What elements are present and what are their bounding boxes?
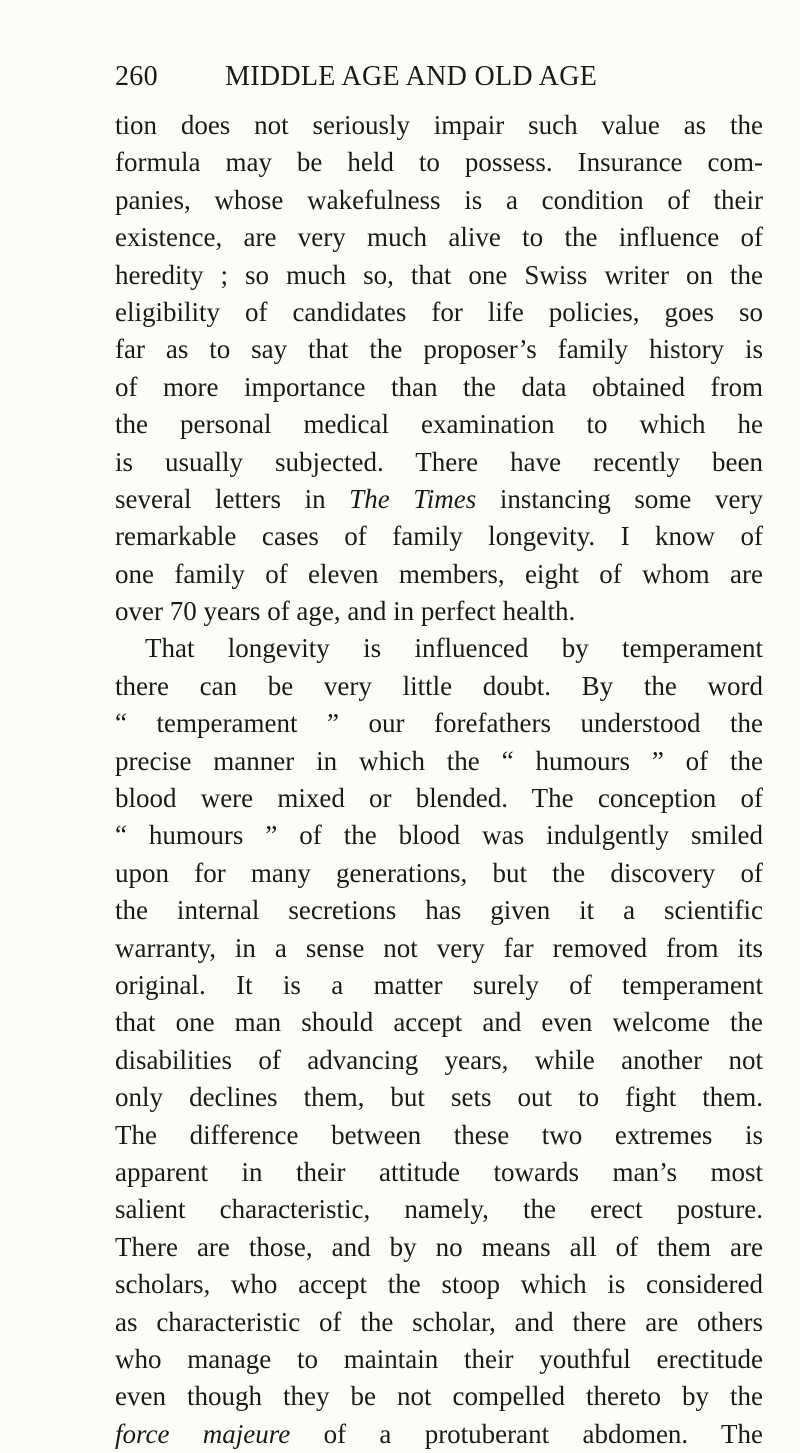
text-run: only declines them, but sets out to fight them. (115, 1082, 763, 1113)
text-line (115, 630, 763, 667)
text-run: the personal medical examination to which he (115, 409, 763, 440)
italic-text-run: The Times (349, 483, 477, 514)
text-run: there can be very little doubt. By the word (115, 670, 763, 701)
text-run: disabilities of advancing years, while another not (115, 1044, 763, 1075)
text-run: original. It is a matter surely of temperament (115, 969, 763, 1000)
text-run: There are those, and by no means all of them are (115, 1231, 763, 1262)
text-run: remarkable cases of family longevity. I know of (115, 521, 763, 552)
text-line (115, 892, 763, 929)
text-run: salient characteristic, namely, the erect posture. (115, 1194, 763, 1225)
text-line (115, 743, 763, 780)
text-line (115, 406, 763, 443)
text-run: The difference between these two extremes is (115, 1119, 763, 1150)
text-line (115, 1079, 763, 1116)
text-line (115, 1341, 763, 1378)
text-line (115, 331, 763, 368)
text-line (115, 1191, 763, 1228)
text-line (115, 219, 763, 256)
text-run: eligibility of candidates for life policies, goes so (115, 296, 763, 327)
text-line (115, 1266, 763, 1303)
text-line (115, 1004, 763, 1041)
text-run: over 70 years of age, and in perfect health. (115, 596, 576, 627)
text-line (115, 444, 763, 481)
text-line (115, 518, 763, 555)
running-title: MIDDLE AGE AND OLD AGE (225, 61, 598, 92)
text-run: tion does not seriously impair such value as the (115, 110, 763, 140)
text-run: that one man should accept and even welcome the (115, 1007, 763, 1038)
text-run: even though they be not compelled thereto by the (115, 1381, 763, 1412)
text-line (115, 1378, 763, 1415)
text-run: panies, whose wakefulness is a condition of their (115, 184, 763, 215)
text-line (115, 481, 763, 518)
text-run: formula may be held to possess. Insurance com- (115, 147, 763, 178)
text-run: existence, are very much alive to the influence of (115, 222, 763, 253)
text-line (115, 257, 763, 294)
text-line (115, 1416, 763, 1453)
text-run: of a protuberant abdomen. The (290, 1418, 763, 1449)
text-run: “ humours ” of the blood was indulgently smiled (115, 820, 763, 851)
text-run: is usually subjected. There have recently been (115, 446, 763, 477)
text-line (115, 668, 763, 705)
text-run: upon for many generations, but the discovery of (115, 857, 763, 888)
text-run: “ temperament ” our forefathers understood the (115, 708, 763, 739)
text-line (115, 369, 763, 406)
text-line (115, 144, 763, 181)
text-run: apparent in their attitude towards man’s most (115, 1156, 763, 1187)
text-line (115, 1229, 763, 1266)
text-run: warranty, in a sense not very far removed from its (115, 932, 763, 963)
text-run: the internal secretions has given it a scientific (115, 895, 763, 926)
text-run: That longevity is influenced by temperament (145, 633, 763, 664)
body-text (115, 107, 763, 1453)
text-run: instancing some very (476, 483, 763, 514)
text-line (115, 1117, 763, 1154)
text-run: far as to say that the proposer’s family history is (115, 334, 763, 365)
text-line (115, 780, 763, 817)
text-line (115, 1042, 763, 1079)
text-run: heredity ; so much so, that one Swiss writer on the (115, 259, 763, 290)
text-line (115, 1304, 763, 1341)
text-run: of more importance than the data obtained from (115, 371, 763, 402)
text-line (115, 182, 763, 219)
page-number: 260 (115, 61, 158, 92)
text-run: several letters in (115, 483, 350, 514)
text-run: scholars, who accept the stoop which is considered (115, 1269, 763, 1300)
text-line (115, 107, 763, 144)
text-line (115, 294, 763, 331)
text-line (115, 930, 763, 967)
text-line (115, 556, 763, 593)
text-line (115, 855, 763, 892)
text-line (115, 1154, 763, 1191)
text-line (115, 593, 763, 630)
running-head (115, 58, 701, 96)
text-run: precise manner in which the “ humours ” of the (115, 745, 763, 776)
text-line (115, 967, 763, 1004)
text-run: one family of eleven members, eight of whom are (115, 558, 763, 589)
italic-text-run: force majeure (115, 1418, 291, 1449)
text-run: as characteristic of the scholar, and there are others (115, 1306, 763, 1337)
text-run: who manage to maintain their youthful erectitude (115, 1343, 763, 1374)
text-line (115, 705, 763, 742)
text-line (115, 817, 763, 854)
text-run: blood were mixed or blended. The conception of (115, 783, 763, 814)
